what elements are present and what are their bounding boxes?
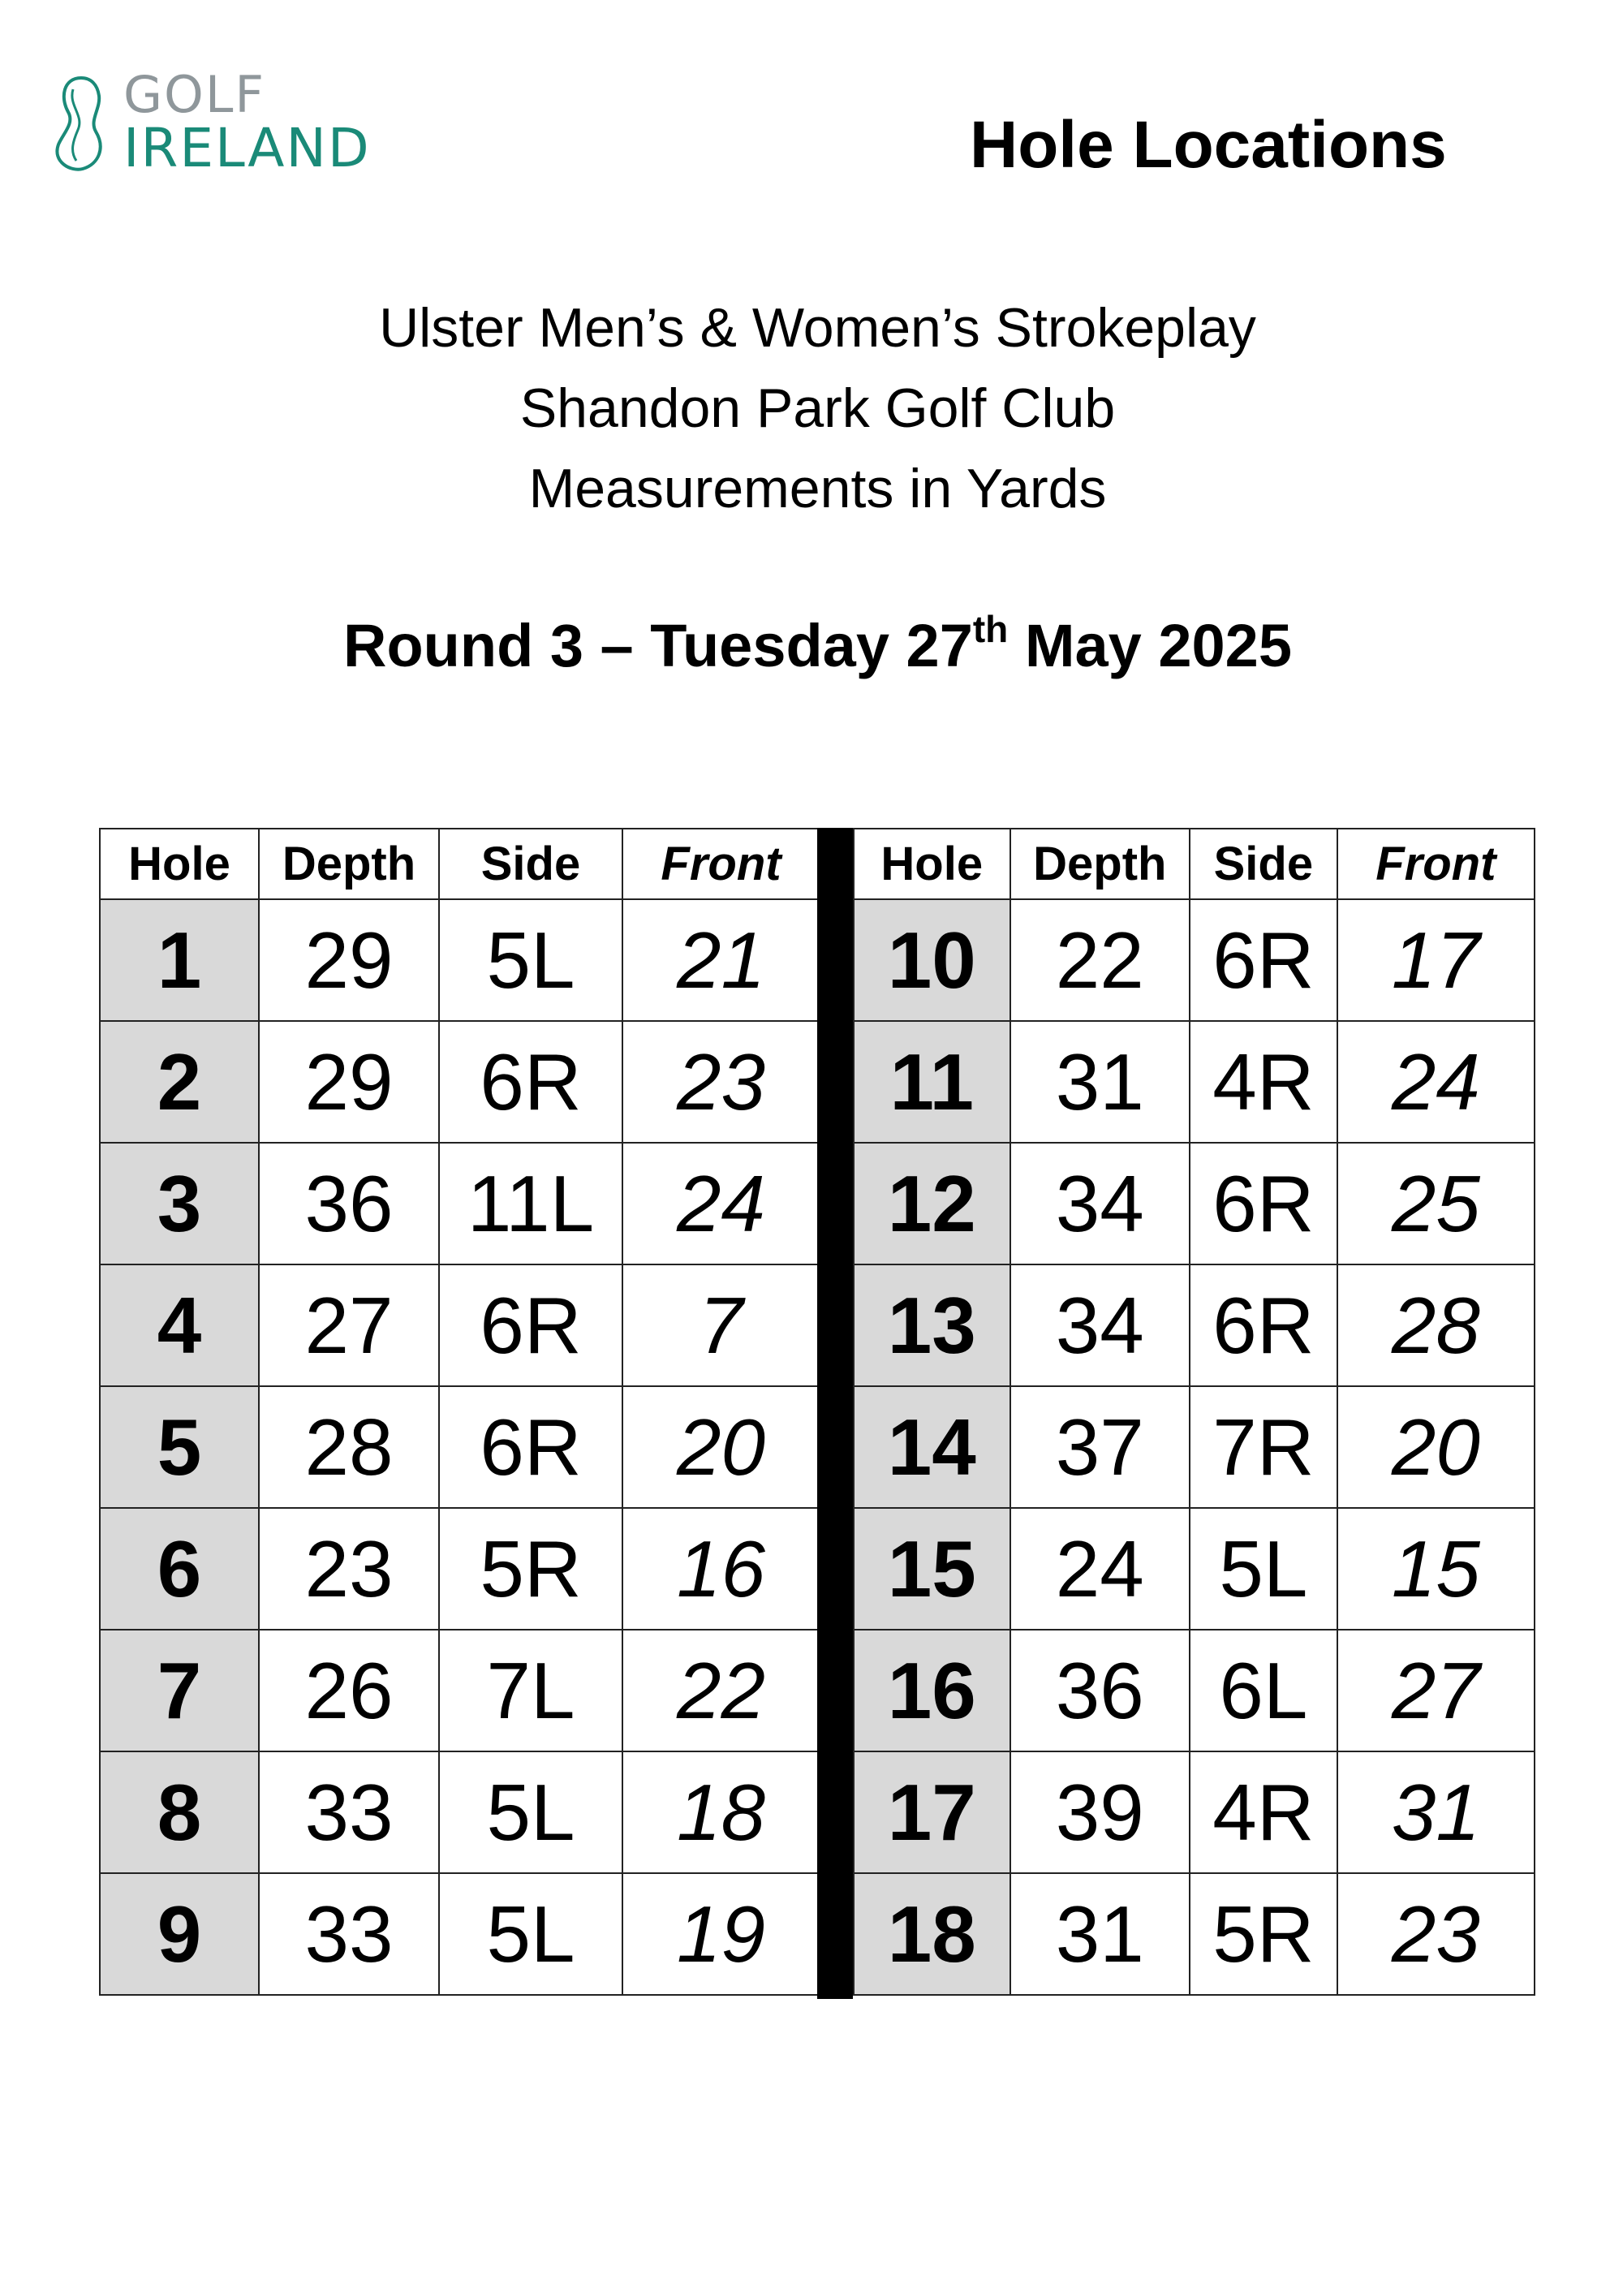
depth-cell: 36 xyxy=(259,1143,439,1264)
hole-cell: 6 xyxy=(100,1508,259,1630)
hole-cell: 12 xyxy=(854,1143,1010,1264)
header-front: Front xyxy=(1337,829,1535,899)
round-heading xyxy=(0,608,1623,679)
hole-cell: 9 xyxy=(100,1873,259,1995)
back-nine-table xyxy=(853,828,1535,1996)
front-nine-table xyxy=(99,828,820,1996)
side-cell: 5L xyxy=(439,1873,622,1995)
front-cell: 17 xyxy=(1337,899,1535,1021)
table-header-row xyxy=(854,829,1535,899)
round-heading-ordinal: th xyxy=(972,608,1009,650)
side-cell: 5L xyxy=(439,1751,622,1873)
front-cell: 24 xyxy=(1337,1021,1535,1143)
table-row xyxy=(854,1264,1535,1386)
table-row xyxy=(854,1751,1535,1873)
hole-cell: 5 xyxy=(100,1386,259,1508)
front-cell: 23 xyxy=(622,1021,820,1143)
logo-text-ireland: IRELAND xyxy=(123,117,371,179)
front-cell: 20 xyxy=(1337,1386,1535,1508)
table-header-row xyxy=(100,829,820,899)
golf-ireland-logo xyxy=(49,65,390,187)
hole-cell: 17 xyxy=(854,1751,1010,1873)
table-row xyxy=(854,1508,1535,1630)
table-row xyxy=(100,899,820,1021)
front-cell: 19 xyxy=(622,1873,820,1995)
side-cell: 4R xyxy=(1190,1021,1337,1143)
hole-cell: 7 xyxy=(100,1630,259,1751)
golf-ireland-emblem-icon xyxy=(49,73,114,174)
depth-cell: 29 xyxy=(259,899,439,1021)
side-cell: 6R xyxy=(1190,1264,1337,1386)
side-cell: 5L xyxy=(1190,1508,1337,1630)
table-row xyxy=(100,1508,820,1630)
front-cell: 31 xyxy=(1337,1751,1535,1873)
side-cell: 6R xyxy=(439,1264,622,1386)
depth-cell: 39 xyxy=(1010,1751,1190,1873)
table-row xyxy=(854,1143,1535,1264)
round-heading-prefix: Round 3 – Tuesday 27 xyxy=(343,612,973,679)
table-row xyxy=(100,1386,820,1508)
hole-cell: 16 xyxy=(854,1630,1010,1751)
header-hole: Hole xyxy=(854,829,1010,899)
depth-cell: 28 xyxy=(259,1386,439,1508)
front-cell: 16 xyxy=(622,1508,820,1630)
table-row xyxy=(100,1751,820,1873)
side-cell: 6R xyxy=(1190,1143,1337,1264)
side-cell: 6L xyxy=(1190,1630,1337,1751)
depth-cell: 27 xyxy=(259,1264,439,1386)
front-cell: 28 xyxy=(1337,1264,1535,1386)
table-row xyxy=(854,899,1535,1021)
hole-locations-tables xyxy=(99,828,1535,2001)
side-cell: 7R xyxy=(1190,1386,1337,1508)
table-row xyxy=(100,1143,820,1264)
header-side: Side xyxy=(439,829,622,899)
side-cell: 7L xyxy=(439,1630,622,1751)
front-cell: 22 xyxy=(622,1630,820,1751)
depth-cell: 36 xyxy=(1010,1630,1190,1751)
table-row xyxy=(100,1264,820,1386)
front-cell: 24 xyxy=(622,1143,820,1264)
front-cell: 27 xyxy=(1337,1630,1535,1751)
header-depth: Depth xyxy=(1010,829,1190,899)
depth-cell: 34 xyxy=(1010,1143,1190,1264)
round-heading-rest: May 2025 xyxy=(1008,612,1292,679)
front-cell: 18 xyxy=(622,1751,820,1873)
depth-cell: 26 xyxy=(259,1630,439,1751)
table-row xyxy=(854,1630,1535,1751)
side-cell: 6R xyxy=(439,1021,622,1143)
depth-cell: 29 xyxy=(259,1021,439,1143)
header-depth: Depth xyxy=(259,829,439,899)
venue-name: Shandon Park Golf Club xyxy=(519,377,1116,439)
header-hole: Hole xyxy=(100,829,259,899)
side-cell: 5R xyxy=(439,1508,622,1630)
hole-cell: 15 xyxy=(854,1508,1010,1630)
hole-cell: 4 xyxy=(100,1264,259,1386)
front-cell: 20 xyxy=(622,1386,820,1508)
table-row xyxy=(100,1630,820,1751)
depth-cell: 33 xyxy=(259,1873,439,1995)
table-row xyxy=(100,1873,820,1995)
header-side: Side xyxy=(1190,829,1337,899)
depth-cell: 24 xyxy=(1010,1508,1190,1630)
page-title: Hole Locations xyxy=(970,108,1447,182)
front-cell: 15 xyxy=(1337,1508,1535,1630)
units-note: Measurements in Yards xyxy=(528,458,1107,519)
side-cell: 6R xyxy=(439,1386,622,1508)
hole-cell: 11 xyxy=(854,1021,1010,1143)
depth-cell: 22 xyxy=(1010,899,1190,1021)
event-name: Ulster Men’s & Women’s Strokeplay xyxy=(379,297,1256,359)
hole-cell: 2 xyxy=(100,1021,259,1143)
side-cell: 5L xyxy=(439,899,622,1021)
side-cell: 11L xyxy=(439,1143,622,1264)
side-cell: 4R xyxy=(1190,1751,1337,1873)
hole-cell: 13 xyxy=(854,1264,1010,1386)
depth-cell: 33 xyxy=(259,1751,439,1873)
hole-cell: 18 xyxy=(854,1873,1010,1995)
side-cell: 6R xyxy=(1190,899,1337,1021)
front-cell: 23 xyxy=(1337,1873,1535,1995)
side-cell: 5R xyxy=(1190,1873,1337,1995)
logo-text-golf: GOLF xyxy=(123,65,266,124)
table-row xyxy=(854,1021,1535,1143)
hole-cell: 10 xyxy=(854,899,1010,1021)
table-divider xyxy=(817,828,853,1999)
front-cell: 21 xyxy=(622,899,820,1021)
depth-cell: 34 xyxy=(1010,1264,1190,1386)
depth-cell: 37 xyxy=(1010,1386,1190,1508)
hole-cell: 8 xyxy=(100,1751,259,1873)
front-nine-rows xyxy=(100,899,820,1995)
hole-cell: 1 xyxy=(100,899,259,1021)
hole-cell: 3 xyxy=(100,1143,259,1264)
depth-cell: 31 xyxy=(1010,1021,1190,1143)
front-cell: 7 xyxy=(622,1264,820,1386)
depth-cell: 23 xyxy=(259,1508,439,1630)
event-info xyxy=(0,288,1623,529)
table-row xyxy=(854,1873,1535,1995)
table-row xyxy=(100,1021,820,1143)
front-cell: 25 xyxy=(1337,1143,1535,1264)
header-front: Front xyxy=(622,829,820,899)
depth-cell: 31 xyxy=(1010,1873,1190,1995)
table-row xyxy=(854,1386,1535,1508)
hole-cell: 14 xyxy=(854,1386,1010,1508)
back-nine-rows xyxy=(854,899,1535,1995)
